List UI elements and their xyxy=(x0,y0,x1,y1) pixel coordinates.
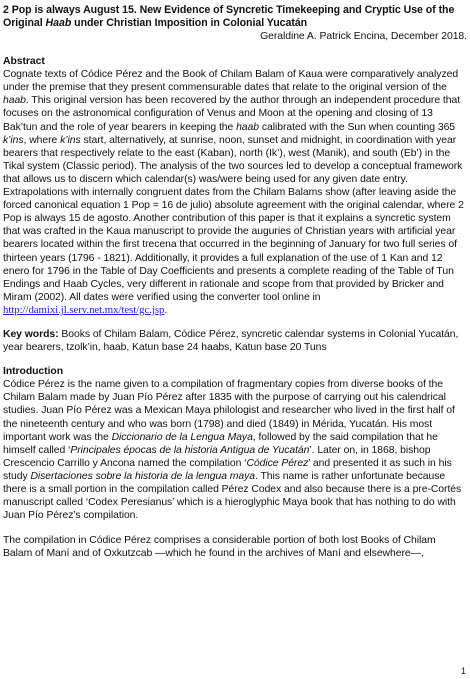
intro-italic: Disertaciones sobre la historia de la lengua maya xyxy=(30,470,255,482)
author-byline: Geraldine A. Patrick Encina, December 2018. xyxy=(260,31,467,42)
intro-text: . This name is rather unfortunate because there is a small portion in the compilation called Pérez Codex and also because there is a pre-Cortés manuscript called ‘Codex Peresianus’ which is a hieroglyphic Maya book that has nothing to do with Juan Pío Pérez’s compilation. xyxy=(3,470,462,522)
keywords-line xyxy=(3,328,467,354)
keywords-text: Books of Chilam Balam, Códice Pérez, syncretic calendar systems in Colonial Yucatán, year bearers, tzolk’in, haab, Katun base 24 haabs, Katun base 20 Tuns xyxy=(3,328,459,354)
title-text-end: under Christian Imposition in Colonial Yucatán xyxy=(71,17,308,29)
intro-text: ’ and presented it as such in his study xyxy=(3,457,452,482)
abstract-italic: haab xyxy=(3,95,26,107)
title-italic-term: Haab xyxy=(45,17,72,29)
converter-tool-link[interactable]: http://damixi.jl.serv.net.mx/test/gc.jsp xyxy=(3,303,165,316)
keywords-label: Key words: xyxy=(3,328,59,340)
abstract-text: Cognate texts of Códice Pérez and the Book of Chilam Balam of Kaua were comparatively analyzed under the premise that they present commensurable dates that relate to the original version of the xyxy=(3,69,459,94)
abstract-heading: Abstract xyxy=(3,56,45,68)
intro-text: , followed by the said compilation that he himself called ‘ xyxy=(3,431,438,456)
intro-text: Códice Pérez is the name given to a compilation of fragmentary copies from diverse books of the Chilam Balam made by Juan Pío Pérez after 1835 with the purpose of carrying out his calendrical studies. Juan Pío Pérez was a Mexican Maya philologist and researcher who lived in the first half of the nineteenth century and who was born (1798) and died (1849) in Mérida, Yucatán. His most important work was the xyxy=(3,379,455,443)
abstract-text: calibrated with the Sun when counting 365 xyxy=(259,121,456,133)
abstract-text: . xyxy=(164,304,168,316)
abstract-body xyxy=(3,68,467,317)
introduction-heading: Introduction xyxy=(3,366,63,378)
abstract-text: . This original version has been recovered by the author through an independent procedure that focuses on the astronomical configuration of Venus and Moon at the opening and closing of 13 Bak’tun and the role of year bearers in keeping the xyxy=(3,95,461,133)
intro-italic: Principales épocas de la historia Antigua de Yucatán xyxy=(70,444,310,456)
introduction-paragraph-2: The compilation in Códice Pérez comprises a considerable portion of both lost Books of Chilam Balam of Maní and of Oxkutzcab —which he found in the archives of Maní and elsewhere—, xyxy=(3,535,436,560)
abstract-italic: haab xyxy=(236,121,259,133)
intro-text: ’. Later on, in 1868, bishop Crescencio Carrillo y Ancona named the compilation ‘ xyxy=(3,444,431,469)
intro-italic: Códice Pérez xyxy=(246,457,309,469)
abstract-text: start, alternatively, at sunrise, noon, sunset and midnight, in coordination with year bearers that respectively relate to the east (Kaban), north (Ik’), west (Manik), and south (Eb’) in the Tikal system (Classic period). The analysis of the two sources led to develop a conceptual framework that allows us to discern which calendar(s) was/were being used for any given date entry. Extrapolations with internally congruent dates from the Chilam Balams show (after leaving aside the forced canonical equation 1 Pop = 16 de julio) absolute agreement with the original calendar, where 2 Pop is always 15 de agosto. Another contribution of this paper is that it explains a syncretic system that was crafted in the Kaua manuscript to provide the auguries of Christian years with artificial year bearers located within the first trecena that occurred in the beginning of January for two full series of thirteen years (1796 - 1821). Additionally, it provides a full explanation of the use of 1 Kan and 12 enero for 1796 in the Table of Day Coefficients and presents a complete reading of the Table of Tun Endings and Haab Cycles, very different in rationale and scope from that provided by Bricker and Miram (2002). All dates were verified using the converter tool online in xyxy=(3,134,464,303)
abstract-text: , where xyxy=(23,134,61,146)
abstract-italic: k’ins xyxy=(3,134,24,146)
paper-title xyxy=(3,4,467,30)
abstract-italic: k’ins xyxy=(60,134,81,146)
page-number: 1 xyxy=(461,666,466,676)
intro-italic: Diccionario de la Lengua Maya xyxy=(111,431,253,443)
introduction-paragraph-1 xyxy=(3,378,467,522)
title-text: 2 Pop is always August 15. New Evidence of Syncretic Timekeeping and Cryptic Use of the Original xyxy=(3,4,455,29)
